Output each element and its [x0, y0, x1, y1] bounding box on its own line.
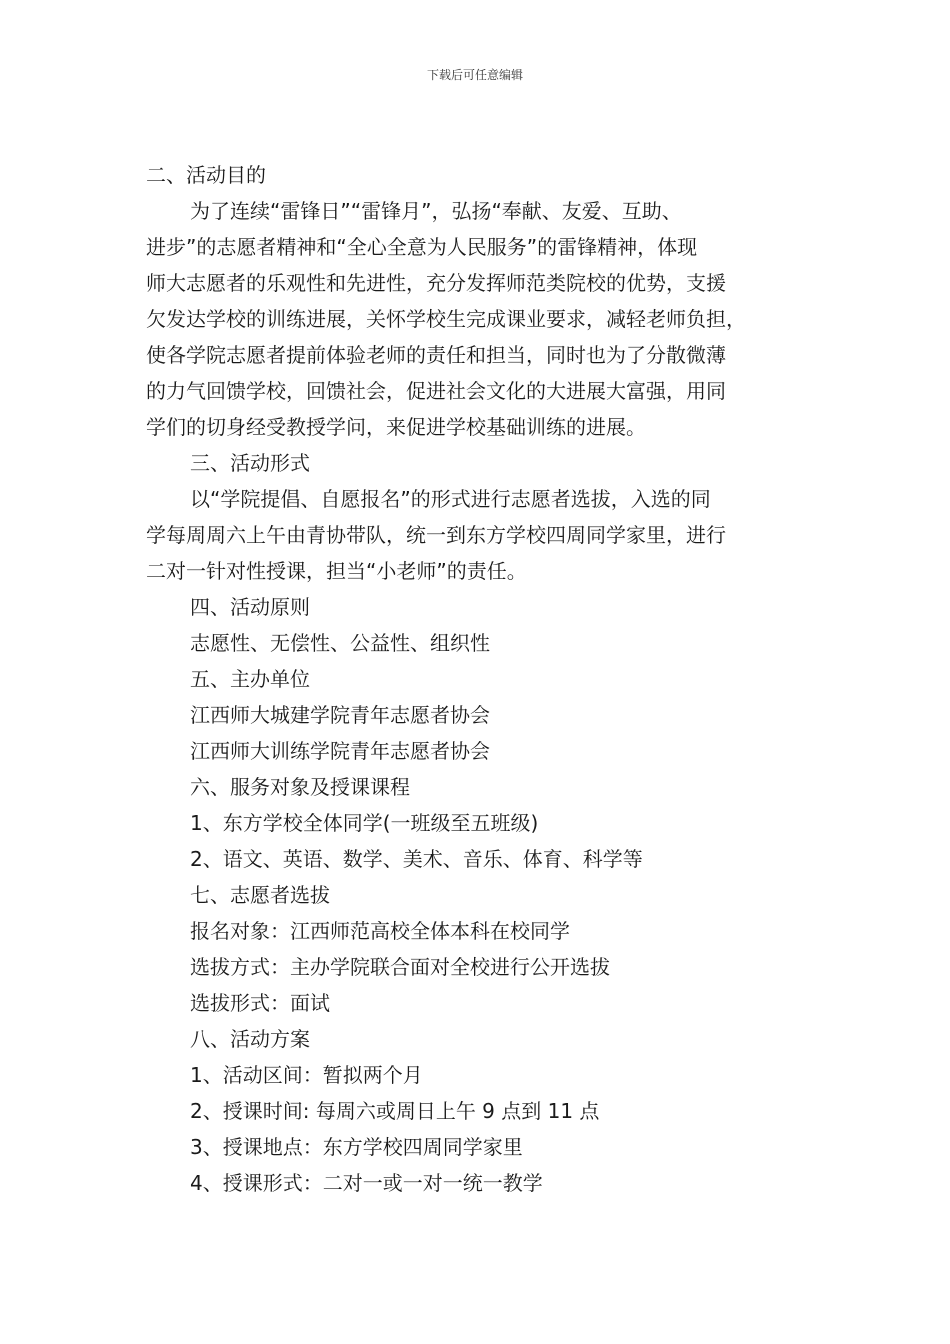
list-item: 报名对象：江西师范高校全体本科在校同学: [190, 919, 570, 943]
list-item: 3、授课地点：东方学校四周同学家里: [190, 1135, 523, 1159]
paragraph-line: 志愿性、无偿性、公益性、组织性: [190, 631, 490, 655]
section-heading-organizers: 五、主办单位: [190, 667, 310, 691]
section-heading-principles: 四、活动原则: [190, 595, 310, 619]
paragraph-line: 师大志愿者的乐观性和先进性，充分发挥师范类院校的优势，支援: [146, 271, 726, 295]
section-heading-plan: 八、活动方案: [190, 1027, 310, 1051]
section-heading-purpose: 二、活动目的: [146, 163, 266, 187]
document-body: [146, 157, 826, 1201]
paragraph-line: 进步”的志愿者精神和“全心全意为人民服务”的雷锋精神，体现: [146, 235, 698, 259]
paragraph-line: 的力气回馈学校，回馈社会，促进社会文化的大进展大富强，用同: [146, 379, 726, 403]
list-item: 江西师大训练学院青年志愿者协会: [190, 739, 490, 763]
list-item: 江西师大城建学院青年志愿者协会: [190, 703, 490, 727]
list-item: 2、语文、英语、数学、美术、音乐、体育、科学等: [190, 847, 643, 871]
paragraph-line: 欠发达学校的训练进展，关怀学校生完成课业要求，减轻老师负担，: [146, 307, 746, 331]
section-heading-service: 六、服务对象及授课课程: [190, 775, 410, 799]
page-header: 下载后可任意编辑: [426, 68, 523, 82]
paragraph-line: 以“学院提倡、自愿报名”的形式进行志愿者选拔，入选的同: [190, 487, 711, 511]
paragraph-line: 学每周周六上午由青协带队，统一到东方学校四周同学家里，进行: [146, 523, 726, 547]
list-item: 选拔方式：主办学院联合面对全校进行公开选拔: [190, 955, 610, 979]
paragraph-line: 学们的切身经受教授学问，来促进学校基础训练的进展。: [146, 415, 646, 439]
list-item: 4、授课形式：二对一或一对一统一教学: [190, 1171, 543, 1195]
paragraph-line: 为了连续“雷锋日”“雷锋月”，弘扬“奉献、友爱、互助、: [190, 199, 682, 223]
list-item: 1、活动区间：暂拟两个月: [190, 1063, 423, 1087]
list-item: 2、授课时间: 每周六或周日上午 9 点到 11 点: [190, 1099, 600, 1123]
paragraph-line: 二对一针对性授课，担当“小老师”的责任。: [146, 559, 527, 583]
section-heading-selection: 七、志愿者选拔: [190, 883, 330, 907]
list-item: 选拔形式：面试: [190, 991, 330, 1015]
paragraph-line: 使各学院志愿者提前体验老师的责任和担当，同时也为了分散微薄: [146, 343, 726, 367]
list-item: 1、东方学校全体同学(一班级至五班级): [190, 811, 539, 835]
section-heading-format: 三、活动形式: [190, 451, 310, 475]
